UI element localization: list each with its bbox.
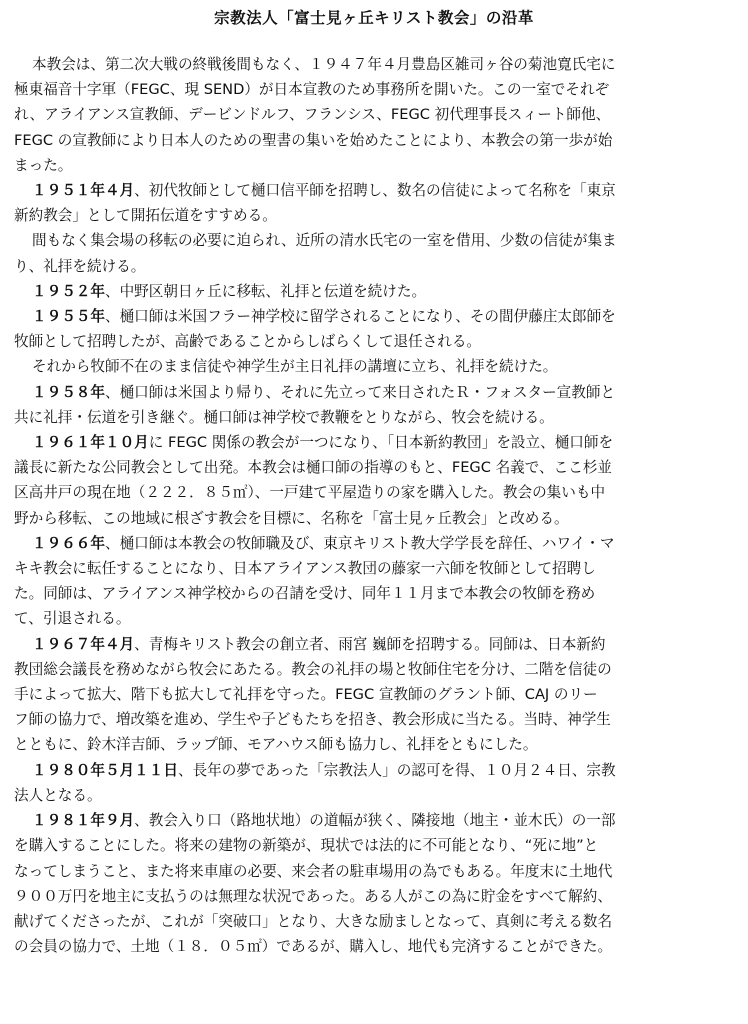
- paragraph-date-lead: １９６７年４月: [32, 635, 135, 653]
- paragraph-line-text: 牧師として招聘したが、高齢であることからしばらくして退任される。: [14, 333, 482, 351]
- paragraph-line-text: まった。: [14, 156, 73, 174]
- paragraph-line-text: 区高井戸の現在地（２２２．８５㎡）、一戸建て平屋造りの家を購入した。教会の集いも中: [14, 484, 606, 502]
- paragraph-line: [14, 405, 728, 430]
- paragraph-line: [14, 354, 728, 379]
- paragraph-line: [14, 506, 728, 531]
- paragraph-line: [14, 657, 728, 682]
- paragraph-line-text: とともに、鈴木洋吉師、ラップ師、モアハウス師も協力し、礼拝をともにした。: [14, 736, 538, 754]
- paragraph-line-text: 本教会は、第二次大戦の終戦後間もなく、１９４７年４月豊島区雑司ヶ谷の菊池寛氏宅に: [32, 56, 616, 73]
- paragraph-line: [14, 531, 728, 556]
- history-paragraph: [14, 632, 728, 758]
- history-paragraph: [14, 430, 728, 531]
- paragraph-line-text: に FEGC 関係の教会が一つになり、「日本新約教団」を設立、樋口師を: [148, 434, 614, 452]
- paragraph-date-lead: １９６１年１０月: [32, 434, 149, 452]
- paragraph-line-text: 、長年の夢であった「宗教法人」の認可を得、１０月２４日、宗教: [177, 761, 616, 779]
- paragraph-date-lead: １９５８年: [32, 383, 105, 401]
- paragraph-line-text: キキ教会に転任することになり、日本アライアンス教団の藤家一六師を牧師として招聘し: [14, 560, 596, 578]
- paragraph-line: [14, 455, 728, 480]
- paragraph-line: [14, 833, 728, 858]
- paragraph-line: [14, 808, 728, 833]
- history-paragraph: [14, 531, 728, 632]
- paragraph-line: [14, 128, 728, 153]
- paragraph-line: [14, 884, 728, 909]
- paragraph-line-text: て、引退される。: [14, 610, 131, 628]
- paragraph-line: [14, 758, 728, 783]
- paragraph-line: [14, 178, 728, 203]
- paragraph-line: [14, 102, 728, 127]
- paragraph-line-text: フ師の協力で、増改築を進め、学生や子どもたちを招き、教会形成に当たる。当時、神学生: [14, 711, 611, 729]
- paragraph-line-text: 間もなく集会場の移転の必要に迫られ、近所の清水氏宅の一室を借用、少数の信徒が集ま: [32, 232, 617, 250]
- paragraph-line: [14, 203, 728, 228]
- paragraph-line: [14, 909, 728, 934]
- history-paragraph: [14, 808, 728, 959]
- history-paragraph: [14, 52, 728, 178]
- paragraph-date-lead: １９８０年５月１１日: [32, 761, 178, 779]
- paragraph-line: [14, 934, 728, 959]
- paragraph-line-text: 献げてくださったが、これが「突破口」となり、大きな励ましとなって、真剣に考える数名: [14, 912, 613, 930]
- paragraph-line: [14, 556, 728, 581]
- paragraph-line-text: 、樋口師は本教会の牧師職及び、東京キリスト教大学学長を辞任、ハワイ・マ: [104, 534, 615, 552]
- paragraph-line: [14, 682, 728, 707]
- paragraph-date-lead: １９５５年: [32, 308, 105, 326]
- paragraph-line-text: 極東福音十字軍（FEGC、現 SEND）が日本宣教のため事務所を開いた。この一室でそれぞ: [14, 81, 610, 99]
- paragraph-line: [14, 430, 728, 455]
- history-paragraph: [14, 758, 728, 808]
- paragraph-line: [14, 632, 728, 657]
- paragraph-line-text: の会員の協力で、土地（１８．０５㎡）であるが、購入し、地代も完済することができた。: [14, 938, 613, 956]
- paragraph-line: [14, 581, 728, 606]
- paragraph-line-text: 新約教会」として開拓伝道をすすめる。: [14, 207, 277, 225]
- paragraph-date-lead: １９８１年９月: [32, 812, 135, 830]
- paragraph-line: [14, 153, 728, 178]
- paragraph-line-text: り、礼拝を続ける。: [14, 257, 146, 275]
- paragraph-line: [14, 380, 728, 405]
- paragraph-line-text: なってしまうこと、また将来車庫の必要、来会者の駐車場用の為でもある。年度末に土地代: [14, 862, 613, 880]
- paragraph-line: [14, 77, 728, 102]
- paragraph-line: [14, 606, 728, 631]
- paragraph-line-text: 、樋口師は米国より帰り、それに先立って来日されたＲ・フォスター宣教師と: [104, 383, 616, 401]
- paragraph-line-text: 法人となる。: [14, 786, 102, 804]
- paragraph-line-text: 、初代牧師として樋口信平師を招聘し、数名の信徒によって名称を「東京: [134, 182, 616, 200]
- paragraph-line: [14, 228, 728, 253]
- paragraph-line: [14, 707, 728, 732]
- paragraph-line-text: 共に礼拝・伝道を引き継ぐ。樋口師は神学校で教鞭をとりながら、牧会を続ける。: [14, 408, 554, 426]
- document-body: [14, 52, 728, 959]
- paragraph-line-text: 議長に新たな公同教会として出発。本教会は樋口師の指導のもと、FEGC 名義で、ここ杉並: [14, 459, 613, 477]
- history-paragraph: [14, 178, 728, 228]
- paragraph-line-text: FEGC の宣教師により日本人のための聖書の集いを始めたことにより、本教会の第一歩が始: [14, 131, 613, 149]
- document-title: 宗教法人「富士見ヶ丘キリスト教会」の沿革: [214, 9, 534, 27]
- paragraph-date-lead: １９５２年: [32, 282, 105, 300]
- paragraph-line-text: 野から移転、この地域に根ざす教会を目標に、名称を「富士見ヶ丘教会」と改める。: [14, 509, 569, 527]
- paragraph-line: [14, 52, 728, 77]
- paragraph-line-text: 手によって拡大、階下も拡大して礼拝を守った。FEGC 宣教師のグラント師、CAJ のリー: [14, 686, 598, 704]
- paragraph-line-text: 教団総会議長を務めながら牧会にあたる。教会の礼拝の場と牧師住宅を分け、二階を信徒の: [14, 660, 612, 678]
- history-paragraph: [14, 228, 728, 278]
- paragraph-line: [14, 783, 728, 808]
- history-paragraph: [14, 354, 728, 379]
- history-paragraph: [14, 279, 728, 304]
- paragraph-line-text: た。同師は、アライアンス神学校からの召請を受け、同年１１月まで本教会の牧師を務め: [14, 585, 596, 603]
- history-paragraph: [14, 380, 728, 430]
- paragraph-line: [14, 732, 728, 757]
- history-paragraph: [14, 304, 728, 354]
- paragraph-date-lead: １９５１年４月: [32, 182, 135, 200]
- paragraph-line: [14, 859, 728, 884]
- paragraph-line-text: 、中野区朝日ヶ丘に移転、礼拝と伝道を続けた。: [104, 282, 427, 300]
- paragraph-line: [14, 329, 728, 354]
- paragraph-line: [14, 279, 728, 304]
- paragraph-line-text: を購入することにした。将来の建物の新築が、現状では法的に不可能となり、“死に地”と: [14, 837, 599, 855]
- paragraph-line: [14, 254, 728, 279]
- paragraph-line-text: れ、アライアンス宣教師、デービンドルフ、フランシス、FEGC 初代理事長スィート師他、: [14, 106, 611, 124]
- paragraph-date-lead: １９６６年: [32, 534, 105, 552]
- paragraph-line: [14, 480, 728, 505]
- paragraph-line-text: 、樋口師は米国フラー神学校に留学されることになり、その間伊藤庄太郎師を: [104, 308, 616, 326]
- paragraph-line: [14, 304, 728, 329]
- paragraph-line-text: 、青梅キリスト教会の創立者、雨宮 巍師を招聘する。同師は、日本新約: [134, 635, 606, 653]
- paragraph-line-text: ９００万円を地主に支払うのは無理な状況であった。ある人がこの為に貯金をすべて解約、: [14, 887, 612, 905]
- paragraph-line-text: 、教会入り口（路地状地）の道幅が狭く、隣接地（地主・並木氏）の一部: [134, 812, 616, 830]
- paragraph-line-text: それから牧師不在のまま信徒や神学生が主日礼拝の講壇に立ち、礼拝を続けた。: [32, 358, 558, 376]
